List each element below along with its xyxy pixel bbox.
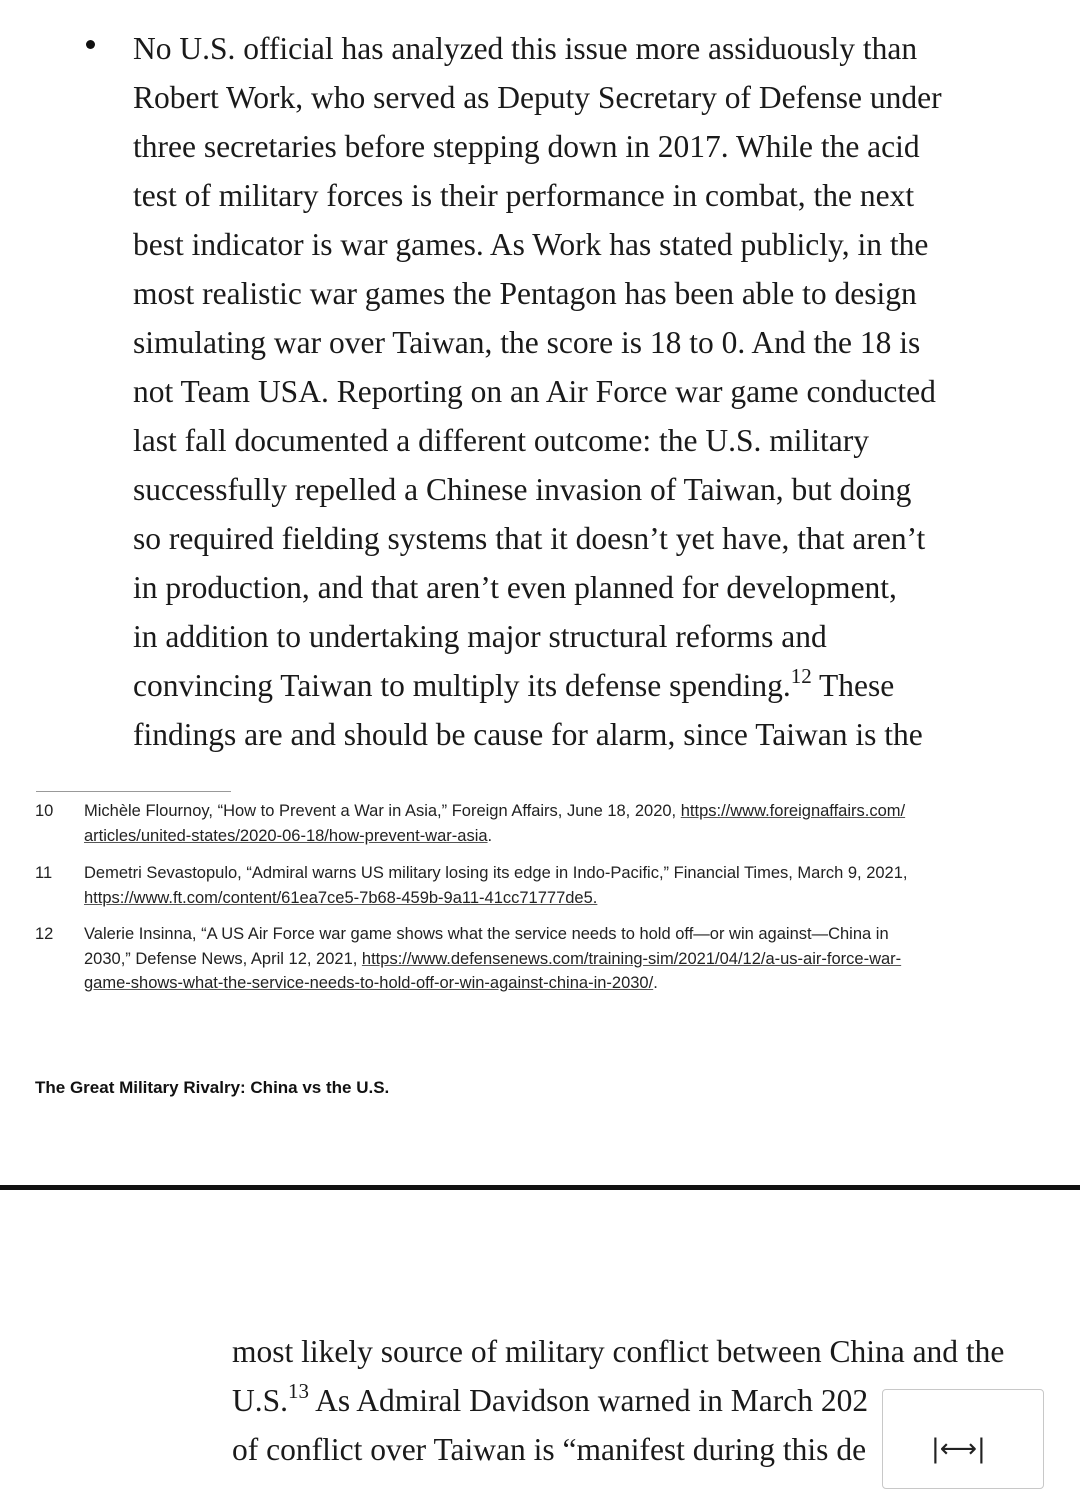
line-text: convincing Taiwan to multiply its defense spending.	[133, 668, 791, 703]
paragraph-line: No U.S. official has analyzed this issue more assiduously than	[133, 31, 918, 66]
footnote-link[interactable]: articles/united-states/2020-06-18/how-prevent-war-asia	[84, 826, 488, 845]
paragraph-line: so required fielding systems that it doesn’t yet have, that aren’t	[133, 521, 926, 556]
fit-width-button[interactable]	[882, 1389, 1044, 1489]
footnote-text: 2030,” Defense News, April 12, 2021,	[84, 949, 362, 968]
footnote-ref-13[interactable]: 13	[288, 1378, 310, 1403]
footnote-number: 12	[35, 925, 54, 943]
paragraph-line: Robert Work, who served as Deputy Secretary of Defense under	[133, 80, 942, 115]
paragraph-line: test of military forces is their performance in combat, the next	[133, 178, 915, 213]
paragraph-line	[133, 661, 993, 710]
expand-width-icon: |⟷|	[931, 1434, 986, 1464]
paragraph-line: simulating war over Taiwan, the score is 18 to 0. And the 18 is	[133, 325, 921, 360]
footnote-text: .	[653, 974, 658, 992]
paragraph-line: in production, and that aren’t even planned for development,	[133, 570, 897, 605]
paragraph-line: three secretaries before stepping down in 2017. While the acid	[133, 129, 920, 164]
paragraph-line: in addition to undertaking major structural reforms and	[133, 619, 827, 654]
footnote-number: 10	[35, 802, 54, 820]
page-divider	[0, 1185, 1080, 1190]
footnote-text: .	[487, 826, 493, 845]
footnote-link[interactable]: https://www.foreignaffairs.com/	[680, 802, 906, 820]
paragraph-line: most likely source of military conflict between China and the	[232, 1334, 1005, 1369]
paragraph-line: of conflict over Taiwan is “manifest during this de	[232, 1432, 867, 1467]
footnote-text: Demetri Sevastopulo, “Admiral warns US military losing its edge in Indo-Pacific,” Financial Times, March 9, 2021,	[84, 864, 908, 882]
footnote-link[interactable]: https://www.defensenews.com/training-sim/2021/04/12/a-us-air-force-war-	[361, 949, 902, 968]
footnote-text: Valerie Insinna, “A US Air Force war game shows what the service needs to hold off—or win against—China in	[84, 925, 889, 943]
paragraph-line: findings are and should be cause for alarm, since Taiwan is the	[133, 717, 923, 752]
footnote-link[interactable]: game-shows-what-the-service-needs-to-hold-off-or-win-against-china-in-2030/	[84, 974, 654, 992]
paragraph-line: last fall documented a different outcome: the U.S. military	[133, 423, 869, 458]
paragraph-line: successfully repelled a Chinese invasion of Taiwan, but doing	[133, 472, 912, 507]
running-footer: The Great Military Rivalry: China vs the U.S.	[35, 1078, 390, 1097]
footnote-link[interactable]: https://www.ft.com/content/61ea7ce5-7b68-459b-9a11-41cc71777de5.	[84, 888, 598, 907]
line-text: These	[811, 668, 895, 703]
paragraph-line: best indicator is war games. As Work has stated publicly, in the	[133, 227, 929, 262]
bullet-point	[86, 40, 95, 49]
paragraph-line: not Team USA. Reporting on an Air Force war game conducted	[133, 374, 936, 409]
footnote-text: Michèle Flournoy, “How to Prevent a War in Asia,” Foreign Affairs, June 18, 2020,	[84, 802, 681, 820]
paragraph-line: most realistic war games the Pentagon has been able to design	[133, 276, 917, 311]
footnote-ref-12[interactable]: 12	[790, 663, 812, 688]
line-text: U.S.	[232, 1383, 289, 1418]
line-text: As Admiral Davidson warned in March 202	[309, 1383, 869, 1418]
body-paragraph	[133, 24, 993, 759]
footnote-separator	[36, 791, 231, 792]
footnote-number: 11	[35, 864, 53, 882]
